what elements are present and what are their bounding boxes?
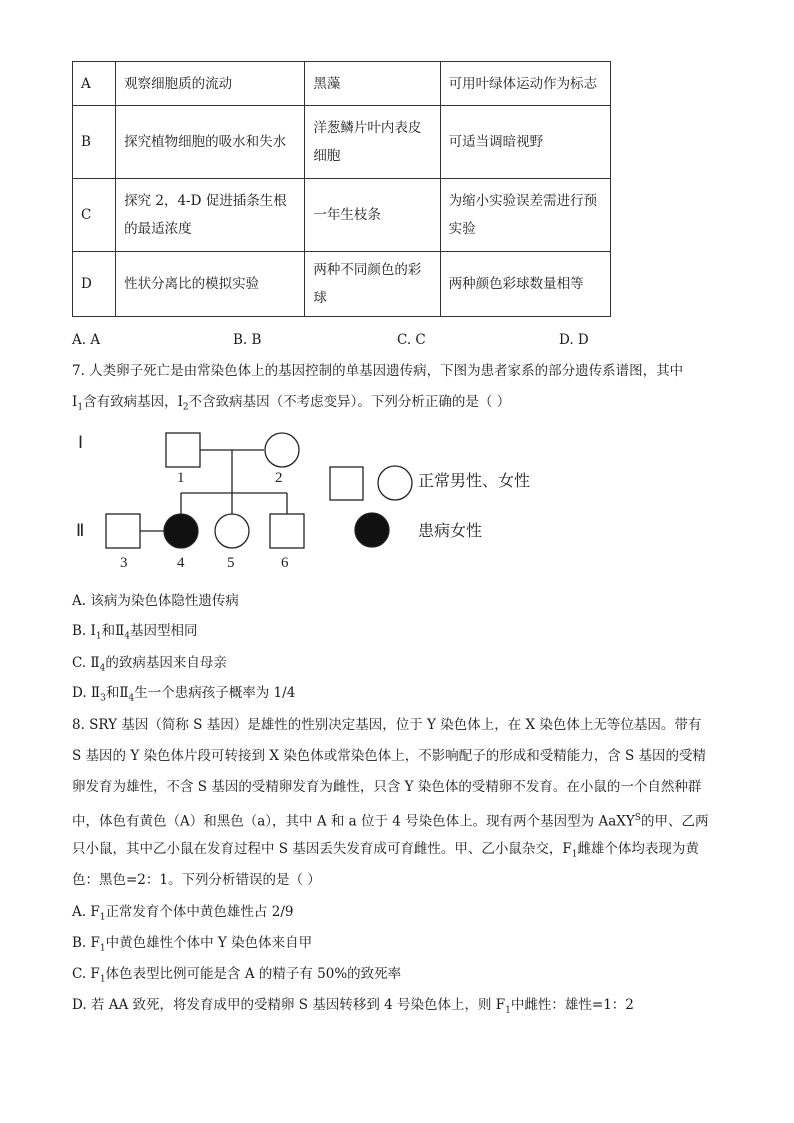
table-row bbox=[73, 252, 611, 317]
legend-male-symbol bbox=[330, 467, 363, 500]
legend-normal-label: 正常男性、女性 bbox=[418, 473, 531, 490]
female-normal-symbol bbox=[215, 514, 249, 548]
q6-option-c[interactable]: C. C bbox=[397, 332, 426, 348]
q8-option-d[interactable]: D. 若 AA 致死，将发育成甲的受精卵 S 基因转移到 4 号染色体上，则 $F_1$中雌性：雄性=1：2 bbox=[72, 997, 634, 1016]
female-affected-symbol bbox=[164, 514, 198, 548]
legend-affected-symbol bbox=[355, 513, 389, 547]
legend-affected-label: 患病女性 bbox=[418, 523, 483, 540]
table-row bbox=[73, 179, 611, 252]
q6-option-d[interactable]: D. D bbox=[559, 332, 589, 348]
individual-id: 3 bbox=[120, 555, 128, 571]
male-normal-symbol bbox=[166, 433, 200, 467]
experiment-note: 可适当调暗视野 bbox=[440, 106, 610, 179]
table-row bbox=[73, 62, 611, 106]
individual-id: 1 bbox=[177, 470, 185, 486]
q6-option-b[interactable]: B. B bbox=[233, 332, 262, 348]
row-label: C bbox=[73, 179, 116, 252]
q8-stem-line2: S 基因的 Y 染色体片段可转接到 X 染色体或常染色体上，不影响配子的形成和受精能力，含 S 基因的受精 bbox=[72, 748, 707, 764]
individual-id: 6 bbox=[281, 555, 289, 571]
q8-option-a[interactable]: A. $F_1$正常发育个体中黄色雄性占 2/9 bbox=[72, 904, 294, 923]
experiment-material: 两种不同颜色的彩球 bbox=[305, 252, 440, 317]
q7-option-d[interactable]: D. $Ⅱ_3$和$Ⅱ_4$生一个患病孩子概率为 1/4 bbox=[72, 685, 296, 704]
row-label: D bbox=[73, 252, 116, 317]
experiment-material: 一年生枝条 bbox=[305, 179, 440, 252]
q8-stem-line5: 只小鼠，其中乙小鼠在发育过程中 S 基因丢失发育成可育雌性。甲、乙小鼠杂交，$F_1$雌雄个体均表现为黄 bbox=[72, 841, 699, 860]
female-normal-symbol bbox=[265, 433, 299, 467]
experiment-material: 黑藻 bbox=[305, 62, 440, 106]
individual-id: 2 bbox=[275, 470, 283, 486]
q7-option-b[interactable]: B. $Ⅰ_1$和$Ⅱ_4$基因型相同 bbox=[72, 623, 198, 642]
row-label: A bbox=[73, 62, 116, 106]
q8-stem-line4: 中，体色有黄色（A）和黑色（a），其中 A 和 a 位于 4 号染色体上。现有两个基因型为 AaXY$^S$的甲、乙两 bbox=[72, 813, 709, 830]
q8-stem-line6: 色：黑色=2：1。下列分析错误的是（ ） bbox=[72, 872, 321, 888]
individual-id: 5 bbox=[227, 555, 235, 571]
q8-stem-line3: 卵发育为雄性，不含 S 基因的受精卵发育为雌性，只含 Y 染色体的受精卵不发育。在小鼠的一个自然种群 bbox=[72, 779, 702, 795]
experiment-table bbox=[72, 61, 611, 317]
legend-female-symbol bbox=[378, 466, 412, 500]
experiment-note: 为缩小实验误差需进行预实验 bbox=[440, 179, 610, 252]
experiment-note: 可用叶绿体运动作为标志 bbox=[440, 62, 610, 106]
q8-option-b[interactable]: B. $F_1$中黄色雄性个体中 Y 染色体来自甲 bbox=[72, 935, 313, 954]
q7-stem-line1: 7. 人类卵子死亡是由常染色体上的基因控制的单基因遗传病，下图为患者家系的部分遗传系谱图，其中 bbox=[72, 363, 684, 379]
q7-option-c[interactable]: C. $Ⅱ_4$的致病基因来自母亲 bbox=[72, 655, 227, 674]
individual-id: 4 bbox=[177, 555, 185, 571]
experiment-material: 洋葱鳞片叶内表皮细胞 bbox=[305, 106, 440, 179]
experiment-name: 性状分离比的模拟实验 bbox=[116, 252, 305, 317]
generation-label: Ⅱ bbox=[76, 521, 85, 540]
experiment-name: 观察细胞质的流动 bbox=[116, 62, 305, 106]
experiment-name: 探究植物细胞的吸水和失水 bbox=[116, 106, 305, 179]
q7-stem-line2: $Ⅰ_1$含有致病基因，$Ⅰ_2$不含致病基因（不考虑变异）。下列分析正确的是（ ） bbox=[72, 394, 511, 413]
pedigree-chart bbox=[70, 420, 570, 580]
generation-label: Ⅰ bbox=[78, 433, 84, 452]
q8-stem-line1: 8. SRY 基因（简称 S 基因）是雄性的性别决定基因，位于 Y 染色体上，在 X 染色体上无等位基因。带有 bbox=[72, 717, 702, 733]
q6-option-a[interactable]: A. A bbox=[72, 332, 101, 348]
q8-option-c[interactable]: C. $F_1$体色表型比例可能是含 A 的精子有 50%的致死率 bbox=[72, 966, 402, 985]
q7-option-a[interactable]: A. 该病为染色体隐性遗传病 bbox=[72, 593, 239, 609]
table-row bbox=[73, 106, 611, 179]
male-normal-symbol bbox=[270, 514, 304, 548]
experiment-name: 探究 2，4-D 促进插条生根的最适浓度 bbox=[116, 179, 305, 252]
experiment-note: 两种颜色彩球数量相等 bbox=[440, 252, 610, 317]
male-normal-symbol bbox=[106, 514, 140, 548]
row-label: B bbox=[73, 106, 116, 179]
